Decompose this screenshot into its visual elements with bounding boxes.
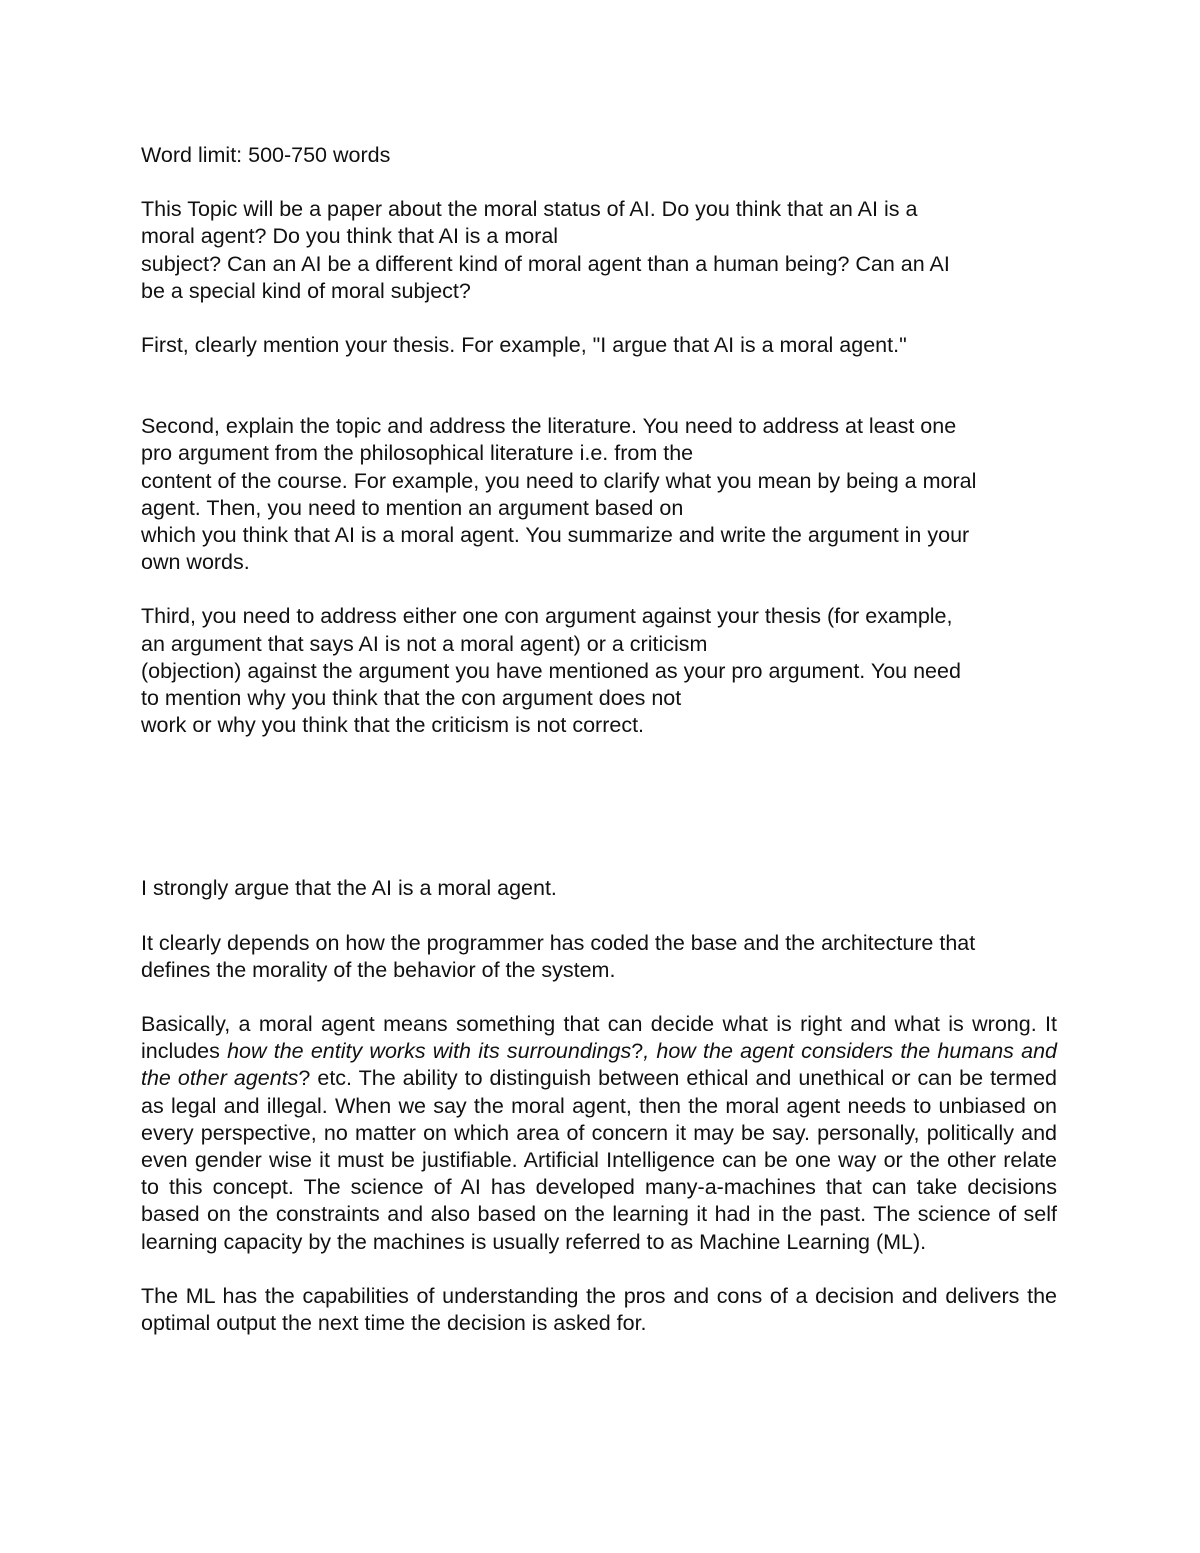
topic-paragraph [141, 196, 1061, 305]
first-instruction-paragraph [141, 332, 1061, 359]
text-line: I strongly argue that the AI is a moral agent. [141, 876, 557, 901]
paragraph-text: ? [631, 1039, 644, 1064]
text-line: Second, explain the topic and address the literature. You need to address at least one [141, 414, 957, 439]
thesis-statement [141, 875, 1061, 902]
text-line: own words. [141, 550, 250, 575]
italic-phrase: , how the agent considers the humans and the other agents [141, 1039, 1057, 1091]
document-page [141, 142, 1061, 1337]
text-line: (objection) against the argument you have mentioned as your pro argument. You need [141, 658, 961, 683]
text-line: be a special kind of moral subject? [141, 278, 471, 303]
essay-paragraph-3 [141, 1283, 1057, 1337]
text-line: an argument that says AI is not a moral agent) or a criticism [141, 631, 708, 656]
second-instruction-paragraph [141, 413, 1061, 576]
essay-paragraph-2 [141, 1011, 1057, 1256]
text-line: subject? Can an AI be a different kind of moral agent than a human being? Can an AI [141, 251, 950, 276]
word-limit-line: Word limit: 500-750 words [141, 143, 391, 167]
third-instruction-paragraph [141, 603, 1061, 739]
text-line: which you think that AI is a moral agent. You summarize and write the argument in your [141, 523, 970, 548]
text-line: pro argument from the philosophical literature i.e. from the [141, 441, 694, 466]
text-line: First, clearly mention your thesis. For example, "I argue that AI is a moral agent." [141, 333, 907, 358]
text-line: moral agent? Do you think that AI is a moral [141, 224, 559, 249]
text-line: agent. Then, you need to mention an argument based on [141, 495, 684, 520]
essay-paragraph-1 [141, 930, 1061, 984]
paragraph-text: The ML has the capabilities of understanding the pros and cons of a decision and delivers the optimal output the next time the decision is asked for. [141, 1283, 1057, 1336]
paragraph-text: ? etc. The ability to distinguish between ethical and unethical or can be termed as legal and illegal. When we say the moral agent, then the moral agent needs to unbiased on every perspective, no matter on which area of concern it may be say. personally, politically and even gender wise it must be justifiable. Artificial Intelligence can be one way or the other relate to this concept. The science of AI has developed many-a-machines that can take decisions based on the constraints and also based on the learning it had in the past. The science of self learning capacity by the machines is usually referred to as Machine Learning (ML). [141, 1066, 1057, 1254]
text-line: This Topic will be a paper about the moral status of AI. Do you think that an AI is a [141, 197, 918, 222]
text-line: content of the course. For example, you need to clarify what you mean by being a moral [141, 468, 977, 493]
italic-phrase: how the entity works with its surroundings [227, 1039, 632, 1064]
text-line: work or why you think that the criticism is not correct. [141, 713, 645, 738]
paragraph-text: Basically, a moral agent means something that can decide what is right and what is wrong. It includes [141, 1012, 1057, 1064]
text-line: defines the morality of the behavior of the system. [141, 957, 616, 982]
text-line: It clearly depends on how the programmer has coded the base and the architecture that [141, 930, 976, 955]
text-line: Third, you need to address either one con argument against your thesis (for example, [141, 604, 953, 629]
text-line: to mention why you think that the con argument does not [141, 686, 682, 711]
